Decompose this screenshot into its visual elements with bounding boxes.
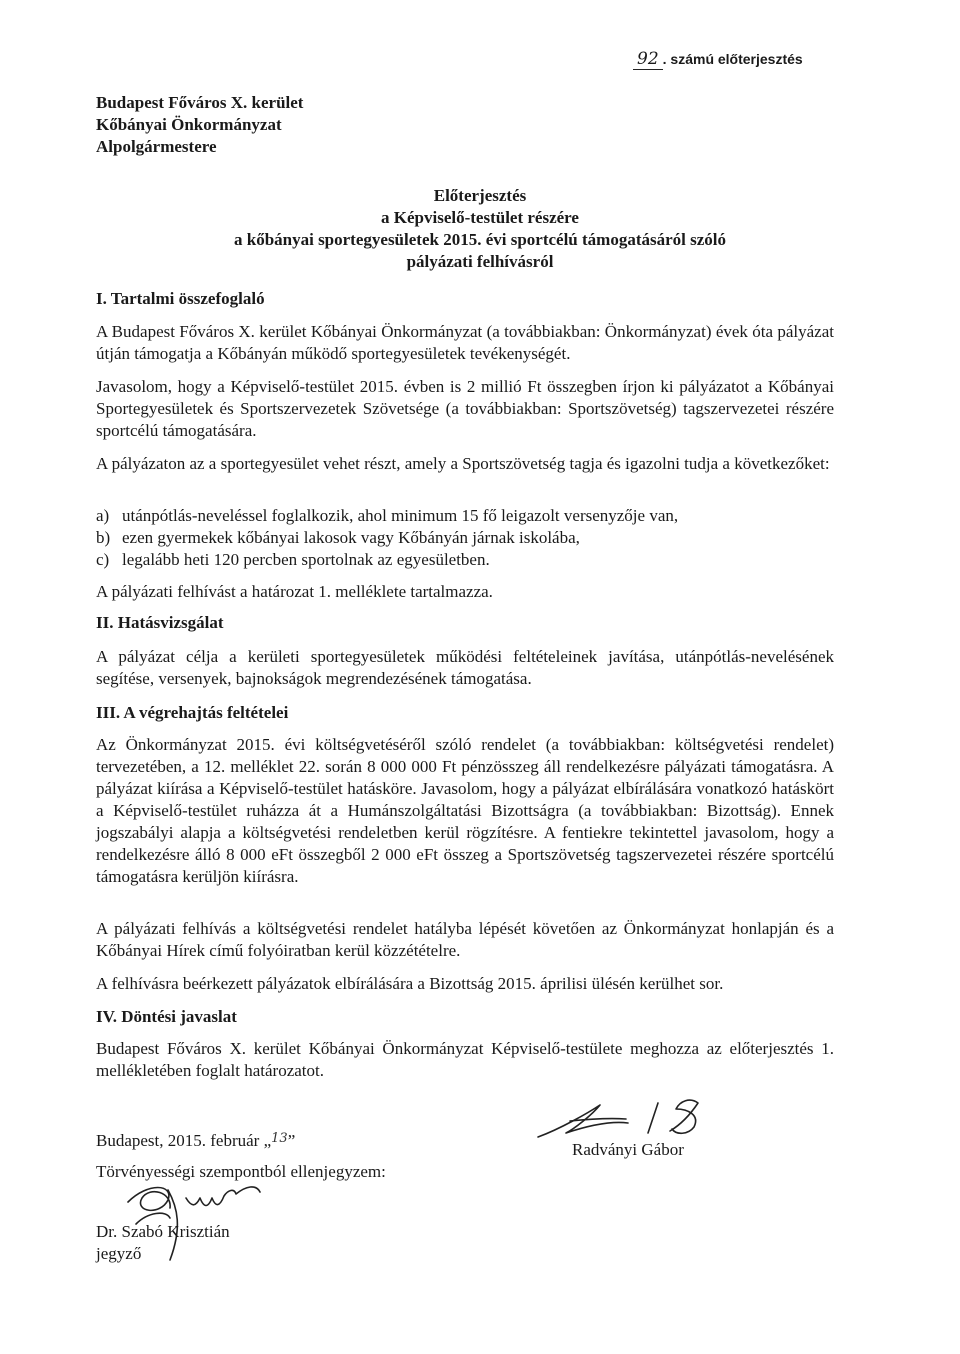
title-line-4: pályázati felhívásról [406, 252, 554, 271]
section-2-heading: II. Hatásvizsgálat [96, 613, 224, 632]
notary-name: Dr. Szabó Krisztián [96, 1222, 230, 1241]
title-line-1: Előterjesztés [433, 186, 527, 205]
section-1-paragraph-1: A Budapest Főváros X. kerület Kőbányai Önkormányzat (a továbbiakban: Önkormányzat) évek óta pályázat útján támogatja a Kőbányán működő sportegyesületek tevékenységét. [96, 322, 834, 363]
requirements-list [96, 505, 834, 571]
list-item-text: legalább heti 120 percben sportolnak az egyesületben. [122, 550, 490, 569]
list-item-marker: b) [96, 528, 111, 547]
issuer-block [96, 92, 303, 158]
place-date-text: Budapest, 2015. február „ [96, 1131, 272, 1150]
place-and-date [96, 1128, 295, 1152]
section-3-paragraph-2: A pályázati felhívás a költségvetési rendelet hatályba lépését követően az Önkormányzat honlapján és a Kőbányai Hírek című folyóiratban kerül közzétételre. [96, 919, 834, 960]
section-4-paragraph-1: Budapest Főváros X. kerület Kőbányai Önkormányzat Képviselő-testülete meghozza az előterjesztés 1. mellékletében foglalt határozatot. [96, 1039, 834, 1080]
document-number-label: . számú előterjesztés [662, 51, 803, 67]
section-1-paragraph-3: A pályázaton az a sportegyesület vehet részt, amely a Sportszövetség tagja és igazolni tudja a következőket: [96, 454, 830, 473]
signatory-name: Radványi Gábor [572, 1140, 684, 1159]
list-item-text: utánpótlás-neveléssel foglalkozik, ahol minimum 15 fő leigazolt versenyzője van, [122, 506, 679, 525]
list-item [96, 549, 834, 571]
section-4-heading: IV. Döntési javaslat [96, 1007, 237, 1026]
handwritten-document-number: 92 [633, 49, 663, 70]
section-3-paragraph-1: Az Önkormányzat 2015. évi költségvetéséről szóló rendelet (a továbbiakban: költségvetési rendelet) tervezetében, a 12. melléklet 22. során 8 000 000 Ft pénzösszeg áll rendelkezésre pályázati támogatásra. A pályázat kiírása a Képviselő-testület hatásköre. Javasolom, hogy a pályázat elbírálására vonatkozó hatáskört a Képviselő-testület ruházza át a Humánszolgáltatási Bizottságra (a továbbiakban: Bizottság). Ennek jogszabályi alapja a költségvetési rendeletben kerül rögzítésre. A fentiekre tekintettel javasolom, hogy a rendelkezésre álló 8 000 eFt összegből 2 000 eFt összeg a Sportszövetség tagszervezetei részére sportcélú támogatásra kerüljön kiírásra. [96, 735, 834, 886]
issuer-line-3: Alpolgármestere [96, 137, 217, 156]
section-3-paragraph-3: A felhívásra beérkezett pályázatok elbírálására a Bizottság 2015. áprilisi ülésén kerülhet sor. [96, 974, 724, 993]
notary-title: jegyző [96, 1244, 142, 1263]
issuer-line-2: Kőbányai Önkormányzat [96, 115, 282, 134]
title-line-2: a Képviselő-testület részére [381, 208, 579, 227]
section-1-paragraph-4: A pályázati felhívást a határozat 1. melléklete tartalmazza. [96, 582, 493, 601]
list-item [96, 527, 834, 549]
list-item-marker: c) [96, 550, 110, 569]
list-item [96, 505, 834, 527]
section-1-paragraph-2: Javasolom, hogy a Képviselő-testület 2015. évben is 2 millió Ft összegben írjon ki pályázatot a Kőbányai Sportegyesületek és Sportszervezetek Szövetsége (a továbbiakban: Sportszövetség) tagszervezetei részére sportcélú támogatására. [96, 377, 834, 440]
closing-quote: ” [287, 1131, 296, 1150]
document-title [160, 185, 800, 273]
countersign-label: Törvényességi szempontból ellenjegyzem: [96, 1162, 386, 1181]
section-3-heading: III. A végrehajtás feltételei [96, 703, 289, 722]
list-item-text: ezen gyermekek kőbányai lakosok vagy Kőbányán járnak iskolába, [122, 528, 580, 547]
document-number [633, 49, 943, 70]
handwritten-day: 13 [271, 1131, 288, 1146]
title-line-3: a kőbányai sportegyesületek 2015. évi sportcélú támogatásáról szóló [233, 230, 727, 249]
list-item-marker: a) [96, 506, 110, 525]
section-1-heading: I. Tartalmi összefoglaló [96, 289, 265, 308]
signature-radvanyi [530, 1085, 720, 1147]
section-2-paragraph-1: A pályázat célja a kerületi sportegyesületek működési feltételeinek javítása, utánpótlás-nevelésének segítése, versenyek, bajnokságok megrendezésének támogatása. [96, 647, 834, 688]
issuer-line-1: Budapest Főváros X. kerület [96, 93, 304, 112]
